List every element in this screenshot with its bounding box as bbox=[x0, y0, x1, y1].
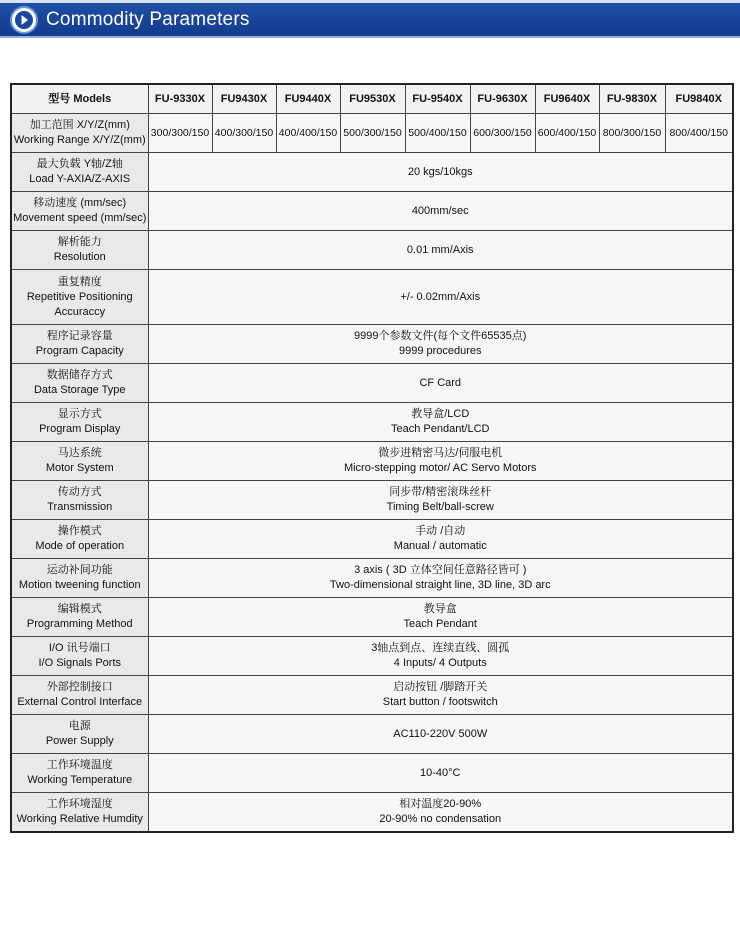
spec-label bbox=[11, 364, 148, 403]
spec-value-line-1: 20 kgs/10kgs bbox=[407, 165, 473, 178]
spec-label-en: Transmission bbox=[47, 501, 113, 513]
spec-value bbox=[148, 637, 733, 676]
spec-label-zh: 操作模式 bbox=[57, 525, 102, 537]
working-range-value: 400/300/150 bbox=[212, 114, 276, 153]
working-range-label-zh: 加工范围 X/Y/Z(mm) bbox=[29, 119, 130, 131]
spec-value-line-1: 同步带/精密滚珠丝杆 bbox=[389, 486, 492, 498]
spec-row bbox=[11, 598, 733, 637]
spec-row bbox=[11, 754, 733, 793]
spec-value bbox=[148, 364, 733, 403]
working-range-value: 400/400/150 bbox=[276, 114, 340, 153]
spec-label bbox=[11, 325, 148, 364]
spec-row bbox=[11, 192, 733, 231]
spec-label-en: Mode of operation bbox=[35, 540, 125, 552]
spec-label-en: Data Storage Type bbox=[33, 384, 126, 396]
model-header: FU-9630X bbox=[470, 84, 535, 114]
working-range-value: 500/300/150 bbox=[340, 114, 405, 153]
spec-table-body bbox=[11, 84, 733, 832]
spec-label-en: Movement speed (mm/sec) bbox=[13, 212, 147, 224]
spec-value bbox=[148, 270, 733, 325]
model-header: FU9640X bbox=[535, 84, 599, 114]
spec-value-line-1: +/- 0.02mm/Axis bbox=[400, 290, 481, 303]
spec-label-zh: 数据储存方式 bbox=[46, 369, 113, 381]
spec-row bbox=[11, 364, 733, 403]
spec-label-en: Load Y-AXIA/Z-AXIS bbox=[29, 173, 131, 185]
spec-label bbox=[11, 231, 148, 270]
spec-value bbox=[148, 676, 733, 715]
models-row bbox=[11, 84, 733, 114]
spec-value-line-2: Two-dimensional straight line, 3D line, 3D arc bbox=[329, 579, 551, 591]
spec-row bbox=[11, 231, 733, 270]
spec-label bbox=[11, 481, 148, 520]
spec-value-line-2: 4 Inputs/ 4 Outputs bbox=[393, 657, 487, 669]
spec-label bbox=[11, 270, 148, 325]
spec-value bbox=[148, 153, 733, 192]
spec-label bbox=[11, 153, 148, 192]
working-range-value: 600/400/150 bbox=[535, 114, 599, 153]
spec-label-zh: 外部控制接口 bbox=[46, 681, 113, 693]
spec-value bbox=[148, 192, 733, 231]
spec-label bbox=[11, 403, 148, 442]
section-banner bbox=[0, 3, 740, 38]
spec-label bbox=[11, 598, 148, 637]
spec-label-zh: 重复精度 bbox=[57, 275, 102, 288]
spec-value-line-2: Teach Pendant bbox=[403, 618, 477, 630]
play-circle-icon bbox=[12, 8, 36, 32]
spec-value bbox=[148, 325, 733, 364]
working-range-value: 500/400/150 bbox=[405, 114, 470, 153]
spec-value bbox=[148, 442, 733, 481]
spec-row bbox=[11, 270, 733, 325]
spec-label-zh: 运动补间功能 bbox=[46, 564, 113, 576]
model-header: FU-9830X bbox=[599, 84, 665, 114]
spec-label-zh: 电源 bbox=[68, 720, 91, 732]
models-header-label: 型号 Models bbox=[11, 84, 148, 114]
spec-label-zh: 工作环境湿度 bbox=[46, 798, 113, 810]
spec-value bbox=[148, 793, 733, 833]
spec-label-zh: 程序记录容量 bbox=[46, 330, 113, 342]
spec-label-zh: 显示方式 bbox=[57, 408, 102, 420]
spec-value-line-1: 微步进精密马达/伺服电机 bbox=[378, 447, 503, 459]
spec-table bbox=[10, 83, 734, 833]
spec-label-en: Power Supply bbox=[45, 735, 114, 747]
spec-value-line-1: 9999个参数文件(每个文件65535点) bbox=[354, 330, 527, 342]
spec-label-en: Repetitive Positioning bbox=[26, 290, 133, 303]
working-range-value: 600/300/150 bbox=[470, 114, 535, 153]
spec-row bbox=[11, 403, 733, 442]
spec-label-zh: 传动方式 bbox=[57, 486, 102, 498]
spec-label-en: Resolution bbox=[53, 251, 106, 263]
spec-row bbox=[11, 481, 733, 520]
spec-value-line-2: 20-90% no condensation bbox=[379, 813, 502, 825]
spec-value-line-1: 教导盒 bbox=[423, 603, 457, 615]
spec-value-line-2: Micro-stepping motor/ AC Servo Motors bbox=[343, 462, 537, 474]
model-header: FU-9540X bbox=[405, 84, 470, 114]
spec-value-line-1: 3轴点到点、连续直线、圆孤 bbox=[371, 642, 510, 654]
spec-label-zh: 移动速度 (mm/sec) bbox=[33, 197, 127, 209]
spec-value bbox=[148, 715, 733, 754]
model-header: FU-9330X bbox=[148, 84, 212, 114]
model-header: FU9440X bbox=[276, 84, 340, 114]
spec-label-en: Working Relative Humdity bbox=[16, 813, 143, 825]
spec-row bbox=[11, 520, 733, 559]
spec-label bbox=[11, 637, 148, 676]
spec-value-line-1: 手动 /自动 bbox=[415, 525, 466, 537]
spec-label-zh: I/O 讯号端口 bbox=[48, 642, 111, 654]
spec-row bbox=[11, 715, 733, 754]
spec-label-en: Program Capacity bbox=[35, 345, 124, 357]
spec-label-zh: 编辑模式 bbox=[57, 603, 102, 615]
working-range-value: 800/300/150 bbox=[599, 114, 665, 153]
spec-label-en: External Control Interface bbox=[17, 696, 143, 708]
spec-label-en: Programming Method bbox=[26, 618, 133, 630]
spec-label-en: Motor System bbox=[45, 462, 114, 474]
spec-row bbox=[11, 325, 733, 364]
spec-label-zh: 解析能力 bbox=[57, 236, 102, 248]
spec-value bbox=[148, 559, 733, 598]
spec-label bbox=[11, 754, 148, 793]
spec-value-line-1: 10-40°C bbox=[420, 766, 461, 779]
banner-title: Commodity Parameters bbox=[46, 9, 250, 30]
spec-value-line-1: 相对温度20-90% bbox=[399, 798, 482, 810]
spec-label-en: Working Temperature bbox=[27, 774, 133, 786]
spec-label bbox=[11, 442, 148, 481]
spec-row bbox=[11, 637, 733, 676]
spec-label-en: Motion tweening function bbox=[18, 579, 141, 591]
spec-row bbox=[11, 676, 733, 715]
spec-row bbox=[11, 793, 733, 833]
spec-value-line-1: AC110-220V 500W bbox=[393, 727, 488, 740]
working-range-label-en: Working Range X/Y/Z(mm) bbox=[13, 134, 146, 146]
spec-value-line-2: 9999 procedures bbox=[398, 345, 482, 357]
spec-value-line-1: 400mm/sec bbox=[411, 204, 469, 217]
spec-label-zh: 最大负载 Y轴/Z轴 bbox=[36, 158, 123, 170]
spec-label bbox=[11, 793, 148, 833]
model-header: FU9530X bbox=[340, 84, 405, 114]
spec-value bbox=[148, 231, 733, 270]
spec-label-en: Accuraccy bbox=[54, 305, 106, 318]
spec-row bbox=[11, 559, 733, 598]
spec-value-line-2: Teach Pendant/LCD bbox=[391, 423, 490, 435]
banner-top-line bbox=[0, 0, 740, 3]
spec-value-line-1: 教导盒/LCD bbox=[411, 408, 470, 420]
spec-label-zh: 工作环境温度 bbox=[46, 759, 113, 771]
spec-label bbox=[11, 559, 148, 598]
spec-value bbox=[148, 403, 733, 442]
spec-label bbox=[11, 715, 148, 754]
working-range-row bbox=[11, 114, 733, 153]
spec-label-en: I/O Signals Ports bbox=[38, 657, 122, 669]
model-header: FU9430X bbox=[212, 84, 276, 114]
working-range-value: 800/400/150 bbox=[665, 114, 733, 153]
working-range-label bbox=[11, 114, 148, 153]
spec-label-zh: 马达系统 bbox=[57, 447, 102, 459]
spec-row bbox=[11, 153, 733, 192]
spec-value-line-1: 启动按钮 /脚踏开关 bbox=[393, 681, 488, 693]
spec-value bbox=[148, 481, 733, 520]
spec-value-line-1: CF Card bbox=[419, 376, 462, 389]
spec-row bbox=[11, 442, 733, 481]
spec-value bbox=[148, 520, 733, 559]
spec-label bbox=[11, 676, 148, 715]
spec-value-line-1: 0.01 mm/Axis bbox=[406, 243, 474, 256]
working-range-value: 300/300/150 bbox=[148, 114, 212, 153]
spec-label bbox=[11, 192, 148, 231]
spec-label-en: Program Display bbox=[39, 423, 121, 435]
spec-label bbox=[11, 520, 148, 559]
spec-value-line-2: Start button / footswitch bbox=[382, 696, 498, 708]
model-header: FU9840X bbox=[665, 84, 733, 114]
spec-value bbox=[148, 754, 733, 793]
spec-value-line-2: Manual / automatic bbox=[393, 540, 487, 552]
spec-value bbox=[148, 598, 733, 637]
spec-value-line-1: 3 axis ( 3D 立体空间任意路径皆可 ) bbox=[354, 564, 527, 576]
spec-value-line-2: Timing Belt/ball-screw bbox=[386, 501, 494, 513]
